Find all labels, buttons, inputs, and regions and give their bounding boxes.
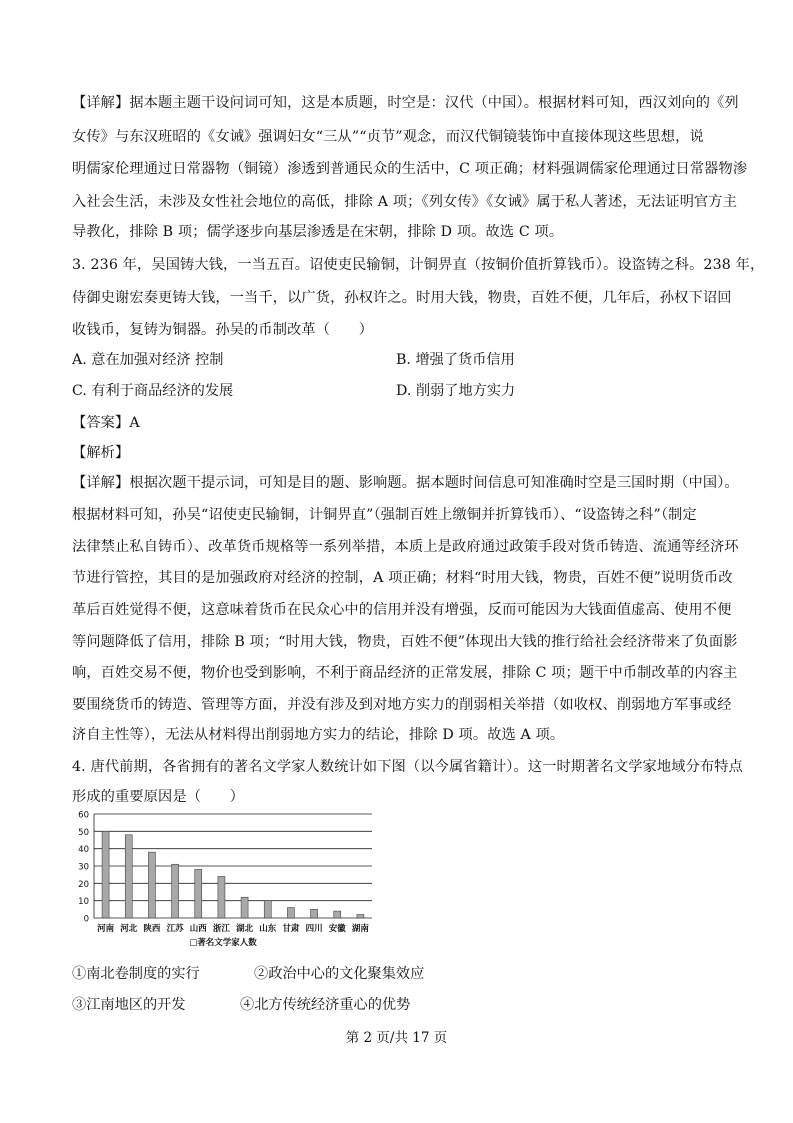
q3-detail-line: 要围绕货币的铸造、管理等方面，并没有涉及到对地方实力的削弱相关举措（如收权、削弱地方军事或经 [72,697,732,713]
q3-analysis-label: 【解析】 [72,445,130,461]
q3-detail-line: 【详解】根据次题干提示词，可知是目的题、影响题。据本题时间信息可知准确时空是三国时期（中国）。 [72,475,739,491]
y-tick-label: 30 [78,862,89,873]
q3-detail-line: 根据材料可知，孙吴“诏使吏民输铜，计铜畀直”（强制百姓上缴铜并折算钱币）、“设盗铸之科”（制定 [72,507,697,523]
x-tick-label: 江苏 [166,924,184,934]
bar [264,901,271,918]
q2-detail-line: 【详解】据本题主题干设问词可知，这是本质题，时空是：汉代（中国）。根据材料可知，西汉刘向的《列 [72,95,739,111]
y-tick-label: 40 [78,845,89,856]
x-tick-label: 陕西 [143,924,161,934]
y-tick-label: 10 [78,897,89,908]
bar [148,852,155,918]
x-tick-label: 湖南 [351,924,369,934]
x-tick-label: 河北 [120,924,138,934]
q3-answer: 【答案】A [72,415,140,431]
x-tick-label: 山西 [189,924,207,934]
bar [334,911,341,918]
q3-stem-line: 收钱币，复铸为铜器。孙吴的币制改革（ ） [72,322,374,338]
q4-stem-line: 4. 唐代前期，各省拥有的著名文学家人数统计如下图（以今属省籍计）。这一时期著名文学家地域分布特点 [72,759,743,775]
x-tick-label: 甘肃 [282,924,300,934]
q4-choice-3: ③江南地区的开发 [72,997,186,1013]
q3-detail-line: 革后百姓觉得不便，这意味着货币在民众心中的信用并没有增强，反而可能因为大钱面值虚高、使用不便 [72,602,732,618]
q2-detail-line: 入社会生活，未涉及女性社会地位的高低，排除 A 项；《列女传》《女诫》属于私人著述，无法证明官方主 [72,194,738,210]
q2-detail-line: 女传》与东汉班昭的《女诫》强调妇女“三从”“贞节”观念，而汉代铜镜装饰中直接体现这些思想，说 [72,129,704,145]
q3-detail-line: 济自主性等），无法从材料得出削弱地方实力的结论，排除 D 项。故选 A 项。 [72,727,565,743]
bar [102,831,109,918]
bar [241,897,248,918]
chart-legend: □著名文学家人数 [189,938,257,948]
y-tick-label: 20 [78,879,89,890]
bar [311,909,318,918]
bar [172,864,179,918]
x-tick-label: 四川 [305,924,323,934]
x-tick-label: 山东 [259,924,277,934]
q3-stem-line: 3. 236 年，吴国铸大钱，一当五百。诏使吏民输铜，计铜畀直（按铜价值折算钱币）。设盗铸之科。238 年， [72,257,765,273]
q2-detail-line: 导教化，排除 B 项；儒学逐步向基层渗透是在宋朝，排除 D 项。故选 C 项。 [72,224,564,240]
q3-option-a: A. 意在加强对经济 控制 [72,352,224,368]
y-tick-label: 50 [78,827,89,838]
q4-choice-2: ②政治中心的文化聚集效应 [254,966,425,982]
q3-detail-line: 法律禁止私自铸币）、改革货币规格等一系列举措，本质上是政府通过政策手段对货币铸造、流通等经济环 [72,539,739,555]
x-tick-label: 湖北 [236,924,254,934]
bar [218,876,225,918]
x-tick-label: 浙江 [212,924,230,934]
bar [125,835,132,918]
x-tick-label: 河南 [97,924,115,934]
y-tick-label: 60 [78,810,89,821]
y-tick-label: 0 [83,914,89,925]
q2-detail-line: 明儒家伦理通过日常器物（铜镜）渗透到普通民众的生活中，C 项正确；材料强调儒家伦理通过日常器物渗 [72,161,748,177]
q3-option-d: D. 削弱了地方实力 [396,383,516,399]
bar [195,869,202,918]
q4-stem-line: 形成的重要原因是（ ） [72,789,245,805]
bar [357,915,364,918]
q3-option-b: B. 增强了货币信用 [396,352,515,368]
q3-stem-line: 侍御史谢宏奏更铸大钱，一当千，以广货，孙权许之。时用大钱，物贵，百姓不便，几年后，孙权下诏回 [72,290,732,306]
page-footer: 第 2 页/共 17 页 [345,1030,448,1046]
q3-option-c: C. 有利于商品经济的发展 [72,383,234,399]
q3-detail-line: 等问题降低了信用，排除 B 项；“时用大钱，物贵，百姓不便”体现出大钱的推行给社会经济带来了负面影 [72,634,738,650]
q4-bar-chart [72,806,382,951]
q4-choice-1: ①南北卷制度的实行 [72,966,200,982]
bar [287,908,294,918]
x-tick-label: 安徽 [328,924,346,934]
q3-detail-line: 响，百姓交易不便，物价也受到影响，不利于商品经济的正常发展，排除 C 项；题干中币制改革的内容主 [72,665,738,681]
q3-detail-line: 节进行管控，其目的是加强政府对经济的控制，A 项正确；材料“时用大钱，物贵，百姓不便”说明货币改 [72,570,733,586]
q4-choice-4: ④北方传统经济重心的优势 [240,997,411,1013]
